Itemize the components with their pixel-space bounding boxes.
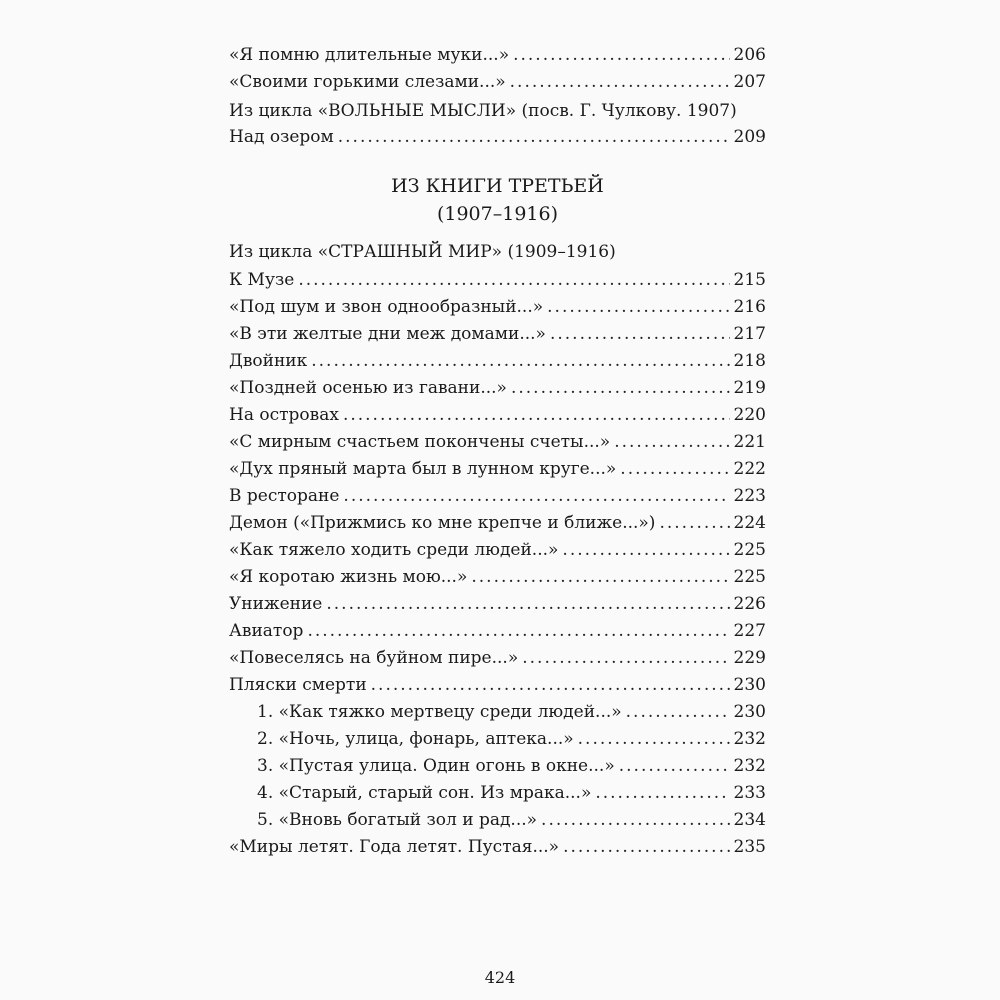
toc-entry-title: «Своими горькими слезами...» (229, 72, 506, 92)
toc-entry-page: 232 (733, 729, 766, 749)
toc-entry-title: 2. «Ночь, улица, фонарь, аптека...» (257, 729, 574, 749)
toc-entry-title: «Дух пряный марта был в лунном круге...» (229, 459, 617, 479)
toc-sub-entry[interactable] (229, 807, 766, 834)
toc-sub-entry[interactable] (229, 780, 766, 807)
toc-entry-page: 226 (733, 594, 766, 614)
dot-leader (550, 321, 730, 348)
toc-sub-entry[interactable] (229, 726, 766, 753)
cycle-heading-strashny-mir: Из цикла «СТРАШНЫЙ МИР» (1909–1916) (229, 242, 616, 262)
toc-entry-page: 220 (733, 405, 766, 425)
toc-entry-page: 218 (733, 351, 766, 371)
toc-entry[interactable] (229, 591, 766, 618)
toc-entry-title: «Поздней осенью из гавани...» (229, 378, 507, 398)
toc-entry[interactable] (229, 375, 766, 402)
toc-entry-title: Двойник (229, 351, 308, 371)
dot-leader (338, 124, 730, 151)
toc-entry-page: 229 (733, 648, 766, 668)
toc-entry-page: 209 (733, 127, 766, 147)
page-number: 424 (484, 968, 516, 987)
toc-entry-page: 221 (733, 432, 766, 452)
toc-entry-title: «Как тяжело ходить среди людей...» (229, 540, 559, 560)
dot-leader (511, 375, 730, 402)
toc-entry[interactable] (229, 69, 766, 96)
toc-entry-page: 219 (733, 378, 766, 398)
dot-leader (311, 348, 729, 375)
toc-entry-page: 225 (733, 540, 766, 560)
dot-leader (595, 780, 729, 807)
toc-entry[interactable] (229, 618, 766, 645)
dot-leader (326, 591, 729, 618)
toc-entry-title: Над озером (229, 127, 334, 147)
toc-entry-title: Пляски смерти (229, 675, 367, 695)
cycle-heading-volnye-mysli: Из цикла «ВОЛЬНЫЕ МЫСЛИ» (посв. Г. Чулкову. 1907) (229, 101, 737, 121)
section-heading (229, 173, 766, 227)
toc-entry-title: На островах (229, 405, 339, 425)
toc-entry[interactable] (229, 294, 766, 321)
toc-entry[interactable] (229, 456, 766, 483)
toc-entry[interactable] (229, 267, 766, 294)
section-title: ИЗ КНИГИ ТРЕТЬЕЙ (391, 175, 604, 197)
toc-entry-title: Авиатор (229, 621, 304, 641)
dot-leader (343, 402, 730, 429)
toc-entry-title: «Под шум и звон однообразный...» (229, 297, 544, 317)
dot-leader (522, 645, 729, 672)
toc-entry[interactable] (229, 321, 766, 348)
toc-entry-page: 234 (733, 810, 766, 830)
dot-leader (563, 834, 729, 861)
toc-entry-title: «Повеселясь на буйном пире...» (229, 648, 519, 668)
toc-entry-page: 217 (733, 324, 766, 344)
dot-leader (659, 510, 729, 537)
dot-leader (343, 483, 729, 510)
dot-leader (619, 753, 730, 780)
dot-leader (298, 267, 729, 294)
dot-leader (626, 699, 730, 726)
toc-entry-page: 215 (733, 270, 766, 290)
toc-entry-page: 225 (733, 567, 766, 587)
dot-leader (510, 69, 730, 96)
toc-entry-title: «Я помню длительные муки...» (229, 45, 510, 65)
toc-entry-page: 223 (733, 486, 766, 506)
toc-entry[interactable] (229, 510, 766, 537)
toc-entry[interactable] (229, 564, 766, 591)
dot-leader (471, 564, 729, 591)
toc-entry[interactable] (229, 537, 766, 564)
toc-entry-title: Унижение (229, 594, 323, 614)
toc-entry-title: «С мирным счастьем покончены счеты...» (229, 432, 611, 452)
dot-leader (513, 42, 729, 69)
toc-entry-page: 233 (733, 783, 766, 803)
dot-leader (541, 807, 730, 834)
toc-entry-title: Демон («Прижмись ко мне крепче и ближе...») (229, 513, 656, 533)
toc-entry[interactable] (229, 672, 766, 699)
toc-entry-title: «В эти желтые дни меж домами...» (229, 324, 546, 344)
toc-entry-page: 216 (733, 297, 766, 317)
toc-entry-page: 230 (733, 702, 766, 722)
toc-entry-title: 4. «Старый, старый сон. Из мрака...» (257, 783, 592, 803)
toc-entry-title: 1. «Как тяжко мертвецу среди людей...» (257, 702, 622, 722)
toc-entry[interactable] (229, 645, 766, 672)
toc-entry-page: 222 (733, 459, 766, 479)
toc-entry-page: 232 (733, 756, 766, 776)
toc-entry-title: К Музе (229, 270, 295, 290)
toc-entry-page: 230 (733, 675, 766, 695)
toc-entry-page: 227 (733, 621, 766, 641)
toc-entry[interactable] (229, 124, 766, 151)
toc-entry[interactable] (229, 402, 766, 429)
toc-sub-entry[interactable] (229, 699, 766, 726)
toc-list (229, 267, 766, 861)
dot-leader (562, 537, 729, 564)
toc-entry-page: 224 (733, 513, 766, 533)
toc-entry-title: 5. «Вновь богатый зол и рад...» (257, 810, 538, 830)
toc-entry-page: 207 (733, 72, 766, 92)
toc-entry-title: 3. «Пустая улица. Один огонь в окне...» (257, 756, 615, 776)
dot-leader (620, 456, 729, 483)
section-years: (1907–1916) (436, 203, 559, 225)
toc-sub-entry[interactable] (229, 753, 766, 780)
dot-leader (371, 672, 730, 699)
toc-entry-page: 235 (733, 837, 766, 857)
toc-entry-page: 206 (733, 45, 766, 65)
toc-entry[interactable] (229, 348, 766, 375)
dot-leader (307, 618, 729, 645)
dot-leader (547, 294, 729, 321)
dot-leader (578, 726, 730, 753)
toc-entry[interactable] (229, 42, 766, 69)
dot-leader (614, 429, 729, 456)
toc-entry-title: «Я коротаю жизнь мою...» (229, 567, 468, 587)
toc-entry[interactable] (229, 834, 766, 861)
toc-entry-title: В ресторане (229, 486, 340, 506)
toc-entry[interactable] (229, 483, 766, 510)
table-of-contents (229, 42, 766, 861)
toc-entry[interactable] (229, 429, 766, 456)
toc-entry-title: «Миры летят. Года летят. Пустая...» (229, 837, 560, 857)
